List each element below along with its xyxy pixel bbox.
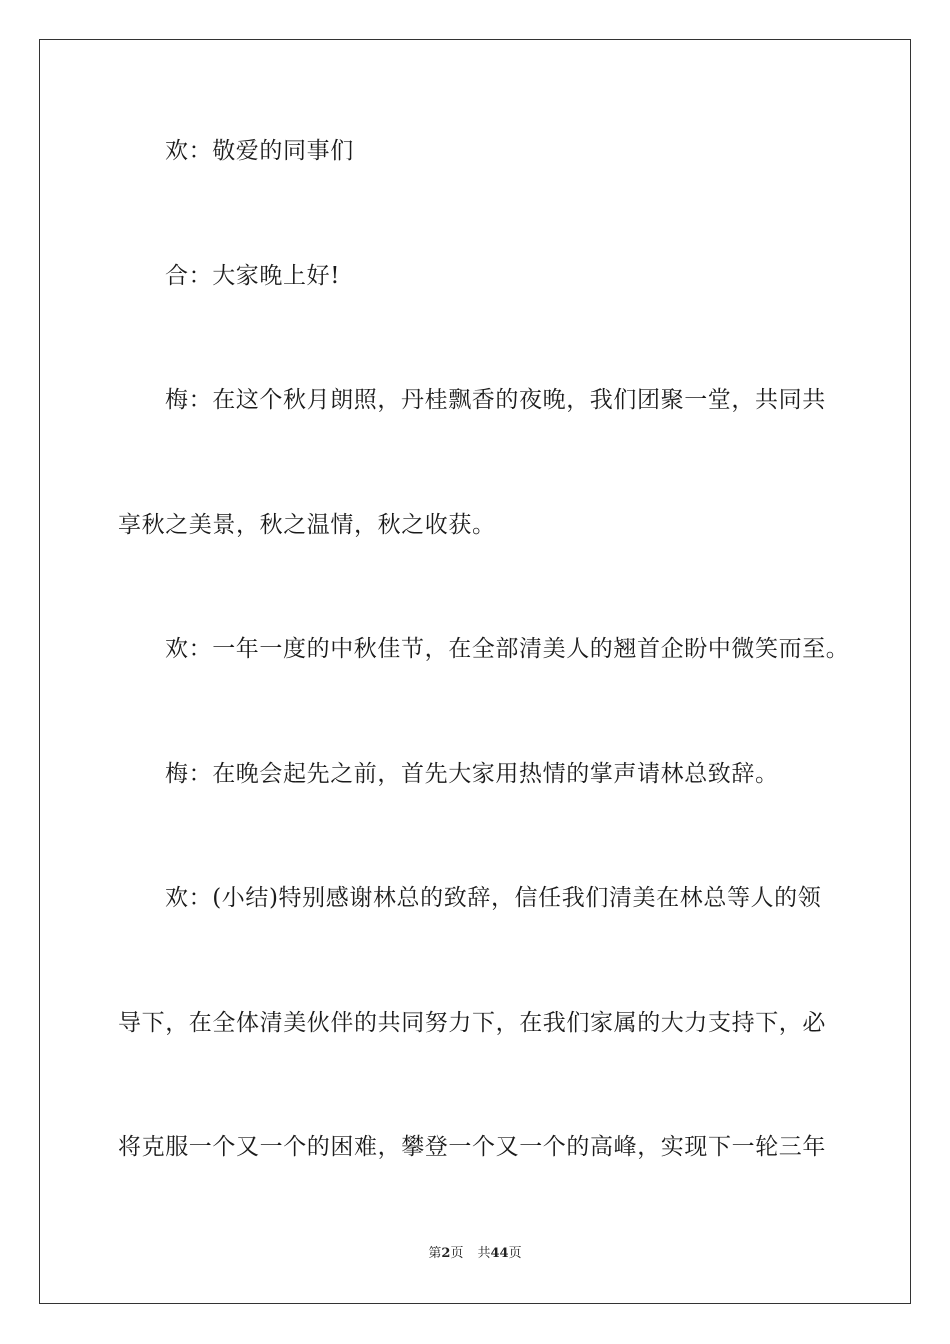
- page-suffix: 页: [450, 1246, 464, 1261]
- text-line: 享秋之美景，秋之温情，秋之收获。: [118, 512, 496, 538]
- page-frame: [39, 39, 911, 1304]
- text-line: 欢：敬爱的同事们: [165, 138, 354, 164]
- page-footer: [0, 1245, 950, 1263]
- text-line: 合：大家晚上好!: [165, 263, 341, 289]
- text-line: 导下，在全体清美伙伴的共同努力下，在我们家属的大力支持下，必: [118, 1010, 826, 1036]
- text-line: 梅：在这个秋月朗照，丹桂飘香的夜晚，我们团聚一堂，共同共: [165, 387, 826, 413]
- total-suffix: 页: [508, 1246, 522, 1261]
- text-line: 欢：一年一度的中秋佳节，在全部清美人的翘首企盼中微笑而至。: [165, 636, 850, 662]
- page-number: 2: [441, 1246, 451, 1261]
- text-line: 梅：在晚会起先之前，首先大家用热情的掌声请林总致辞。: [165, 761, 779, 787]
- text-line: 将克服一个又一个的困难，攀登一个又一个的高峰，实现下一轮三年: [118, 1134, 826, 1160]
- page-prefix: 第: [428, 1246, 442, 1261]
- text-line: 欢：(小结)特别感谢林总的致辞，信任我们清美在林总等人的领: [165, 885, 822, 911]
- total-pages: 44: [490, 1246, 509, 1261]
- total-prefix: 共: [477, 1246, 491, 1261]
